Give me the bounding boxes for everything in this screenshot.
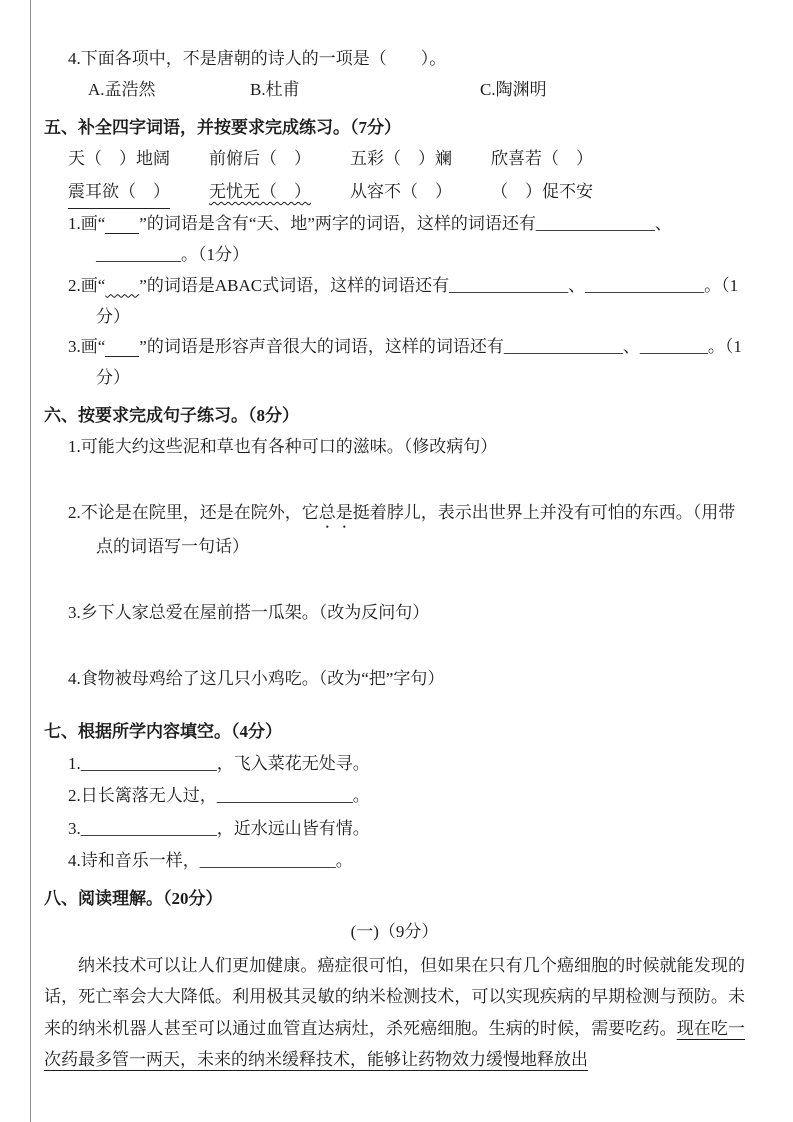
section-7-item-1: 1.________________，飞入菜花无处寻。 bbox=[68, 753, 370, 773]
item-text: ”的词语是ABAC式词语，这样的词语还有______________、______________。（1分） bbox=[96, 275, 739, 326]
reading-paragraph bbox=[44, 950, 745, 1076]
item-text: 3.画“ bbox=[68, 337, 106, 357]
idiom-word-underlined: 震耳欲（ ） bbox=[68, 177, 170, 209]
idiom-word-wavy: 无忧无（ ） bbox=[209, 181, 311, 201]
page-left-border bbox=[30, 0, 31, 1122]
question-4-stem: 4.下面各项中，不是唐朝的诗人的一项是（ ）。 bbox=[68, 49, 447, 68]
section-7-title: 七、根据所学内容填空。（4分） bbox=[44, 722, 282, 741]
question-4-options bbox=[44, 75, 745, 106]
section-7 bbox=[44, 717, 745, 877]
item-text: 2.画“ bbox=[68, 275, 106, 295]
item-text: 挺着脖儿，表示出世界上并没有可怕的东西。（用带点的词语写一句话） bbox=[96, 503, 736, 557]
section-5 bbox=[44, 113, 745, 394]
item-text: ”的词语是含有“天、地”两字的词语，这样的词语还有______________、__________。（1分） bbox=[96, 213, 672, 264]
section-5-title: 五、补全四字词语，并按要求完成练习。（7分） bbox=[44, 117, 401, 137]
section-8 bbox=[44, 884, 745, 1076]
wavy-marker bbox=[105, 276, 139, 295]
idiom-word: 从容不（ ） bbox=[350, 181, 452, 201]
underlined-sentence: 现在吃一次药最多管一两天，未来的纳米缓释技术，能够让药物效力缓慢地释放出 bbox=[44, 1018, 746, 1070]
item-text: 1.画“ bbox=[68, 213, 106, 233]
idiom-word-grid bbox=[68, 144, 745, 209]
section-6-item-3: 3.乡下人家总爱在屋前搭一瓜架。（改为反问句） bbox=[68, 603, 430, 623]
section-7-item-4: 4.诗和音乐一样，________________。 bbox=[68, 850, 353, 870]
dotted-word: 总是 bbox=[318, 503, 353, 523]
option-b: B.杜甫 bbox=[250, 79, 300, 99]
idiom-word: 五彩（ ）斓 bbox=[350, 148, 452, 168]
section-5-item-1 bbox=[68, 209, 745, 271]
reading-part-label: (一)（9分） bbox=[350, 922, 439, 942]
section-5-item-3 bbox=[68, 332, 745, 394]
section-5-item-2 bbox=[68, 271, 745, 333]
line-marker bbox=[105, 214, 139, 234]
option-c: C.陶渊明 bbox=[480, 79, 547, 99]
section-6-item-1: 1.可能大约这些泥和草也有各种可口的滋味。（修改病句） bbox=[68, 437, 498, 457]
question-4 bbox=[44, 44, 745, 106]
idiom-word: （ ）促不安 bbox=[491, 181, 593, 201]
item-text: ”的词语是形容声音很大的词语，这样的词语还有______________、________。（1分） bbox=[96, 337, 742, 388]
section-8-title: 八、阅读理解。（20分） bbox=[44, 889, 223, 909]
section-6-item-2 bbox=[68, 498, 745, 563]
idiom-word: 天（ ）地阔 bbox=[68, 148, 170, 168]
section-6-item-4: 4.食物被母鸡给了这几只小鸡吃。（改为“把”字句） bbox=[68, 669, 445, 689]
option-a: A.孟浩然 bbox=[88, 79, 156, 99]
idiom-word: 欣喜若（ ） bbox=[491, 148, 593, 168]
line-marker bbox=[105, 337, 139, 357]
page-content bbox=[44, 44, 745, 1076]
section-7-item-3: 3.________________，近水远山皆有情。 bbox=[68, 818, 370, 838]
section-6 bbox=[44, 401, 745, 695]
section-7-item-2: 2.日长篱落无人过，________________。 bbox=[68, 786, 370, 806]
idiom-word: 前俯后（ ） bbox=[209, 148, 311, 168]
section-6-title: 六、按要求完成句子练习。（8分） bbox=[44, 406, 299, 426]
item-text: 2.不论是在院里，还是在院外，它 bbox=[68, 503, 319, 523]
paragraph-text: 纳米技术可以让人们更加健康。癌症很可怕，但如果在只有几个癌细胞的时候就能发现的话，死亡率会大大降低。利用极其灵敏的纳米检测技术，可以实现疾病的早期检测与预防。未来的纳米机器人甚至可以通过血管直达病灶，杀死癌细胞。生病的时候，需要吃药。 bbox=[44, 956, 745, 1038]
